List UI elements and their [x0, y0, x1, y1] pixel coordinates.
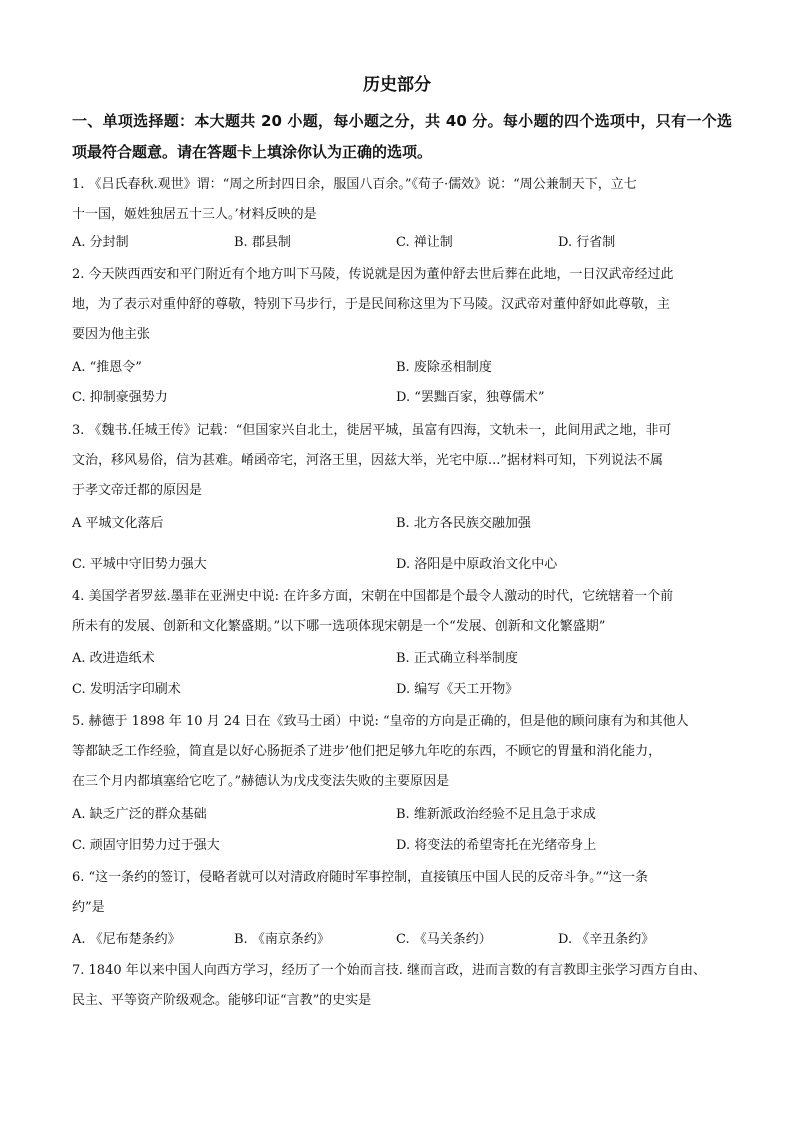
question-7	[72, 956, 734, 1016]
question-6-options	[72, 925, 732, 955]
option-d[interactable]: D. 行省制	[558, 235, 616, 250]
option-c[interactable]: C. 顽固守旧势力过于强大	[72, 838, 220, 853]
question-stem-line: 于孝文帝迁都的原因是	[72, 483, 203, 498]
question-5-options-row2	[72, 831, 732, 861]
question-stem-line: 所未有的发展、创新和文化繁盛期。”以下哪一选项体现宋朝是一个“发展、创新和文化繁盛期”	[72, 619, 606, 634]
question-4-options-row1	[72, 644, 732, 674]
question-stem-line: 十一国，姬姓独居五十三人。’材料反映的是	[72, 207, 317, 222]
question-stem-line: 4. 美国学者罗兹.墨菲在亚洲史中说: 在许多方面，宋朝在中国都是个最令人激动的时代，它统辖着一个前	[72, 589, 674, 604]
option-a[interactable]: A. 改进造纸术	[72, 651, 155, 666]
question-3	[72, 416, 734, 506]
option-b[interactable]: B. 郡县制	[234, 235, 291, 250]
question-5	[72, 707, 734, 797]
question-stem-line: 5. 赫德于 1898 年 10 月 24 日在《致马士函）中说: “皇帝的方向是正确的，但是他的顾问康有为和其他人	[72, 714, 689, 729]
option-d[interactable]: D. 洛阳是中原政治文化中心	[396, 557, 558, 572]
option-b[interactable]: B. 北方各民族交融加强	[396, 516, 531, 531]
question-3-options-row1	[72, 509, 732, 539]
question-stem-line: 地，为了表示对重仲舒的尊敬，特别下马步行，于是民间称这里为下马陵。汉武帝对董仲舒如此尊敬，主	[72, 297, 671, 312]
option-d[interactable]: D. 编写《天工开物》	[396, 682, 519, 697]
question-3-options-row2	[72, 550, 732, 580]
question-6	[72, 863, 734, 923]
question-stem-line: 1. 《吕氏春秋.观世》谓：“周之所封四日余，服国八百余。”《荀子·儒效》说：“周公兼制天下，立七	[72, 177, 637, 192]
option-c[interactable]: C. 平城中守旧势力强大	[72, 557, 207, 572]
option-d[interactable]: D. “罢黜百家，独尊儒术”	[396, 390, 545, 405]
option-a[interactable]: A. 分封制	[72, 235, 129, 250]
question-stem-line: 2. 今天陕西西安和平门附近有个地方叫下马陵，传说就是因为董仲舒去世后葬在此地，一日汉武帝经过此	[72, 267, 674, 282]
question-1	[72, 170, 734, 230]
question-stem-line: 民主、平等资产阶级观念。能够印证“言教”的史实是	[72, 993, 372, 1008]
option-a[interactable]: A. “推恩令”	[72, 360, 142, 375]
page-title: 历史部分	[363, 75, 431, 95]
option-d[interactable]: D. 将变法的希望寄托在光绪帝身上	[396, 838, 597, 853]
option-c[interactable]: C. 发明活字印刷术	[72, 682, 181, 697]
option-b[interactable]: B. 《南京条约》	[234, 932, 330, 947]
question-1-options	[72, 228, 732, 258]
option-c[interactable]: C. 禅让制	[396, 235, 453, 250]
option-a[interactable]: A. 缺乏广泛的群众基础	[72, 807, 207, 822]
question-stem-line: 6. “这一条约的签订，侵略者就可以对清政府随时军事控制，直接镇压中国人民的反帝斗争。”“这一条	[72, 870, 648, 885]
question-4	[72, 582, 734, 642]
question-5-options-row1	[72, 800, 732, 830]
question-2-options-row1	[72, 353, 732, 383]
question-stem-line: 文治，移风易俗，信为甚难。崤函帝宅，河洛王里，因兹大举，光宅中原...”据材料可知，下列说法不属	[72, 453, 664, 468]
question-2-options-row2	[72, 383, 732, 413]
option-c[interactable]: C. 抑制豪强势力	[72, 390, 168, 405]
question-stem-line: 7. 1840 年以来中国人向西方学习，经历了一个始而言技. 继而言政，进而言数的有言教即主张学习西方自由、	[72, 963, 707, 978]
option-b[interactable]: B. 维新派政治经验不足且急于求成	[396, 807, 596, 822]
question-stem-line: 在三个月内都填塞给它吃了。”赫德认为戊戌变法失败的主要原因是	[72, 774, 450, 789]
question-stem-line: 约”是	[72, 900, 105, 915]
question-stem-line: 3. 《魏书.任城王传》记载：“但国家兴自北土，徙居平城，虽富有四海，文轨未一，此间用武之地，非可	[72, 423, 672, 438]
section-heading: 一、单项选择题：本大题共 20 小题，每小题之分，共 40 分。每小题的四个选项中，只有一个选项最符合题意。请在答题卡上填涂你认为正确的选项。	[72, 112, 732, 161]
question-stem-line: 等都缺乏工作经验，简直是以好心肠扼杀了进步’他们把足够九年吃的东西，不顾它的胃量和消化能力，	[72, 744, 662, 759]
option-b[interactable]: B. 正式确立科举制度	[396, 651, 518, 666]
question-stem-line: 要因为他主张	[72, 327, 151, 342]
option-c[interactable]: C. 《马关条约）	[396, 932, 492, 947]
question-4-options-row2	[72, 675, 732, 705]
option-a[interactable]: A. 《尼布楚条约》	[72, 932, 181, 947]
question-2	[72, 260, 734, 350]
option-d[interactable]: D. 《辛丑条约》	[558, 932, 655, 947]
option-a[interactable]: A 平城文化落后	[72, 516, 164, 531]
option-b[interactable]: B. 废除丞相制度	[396, 360, 492, 375]
